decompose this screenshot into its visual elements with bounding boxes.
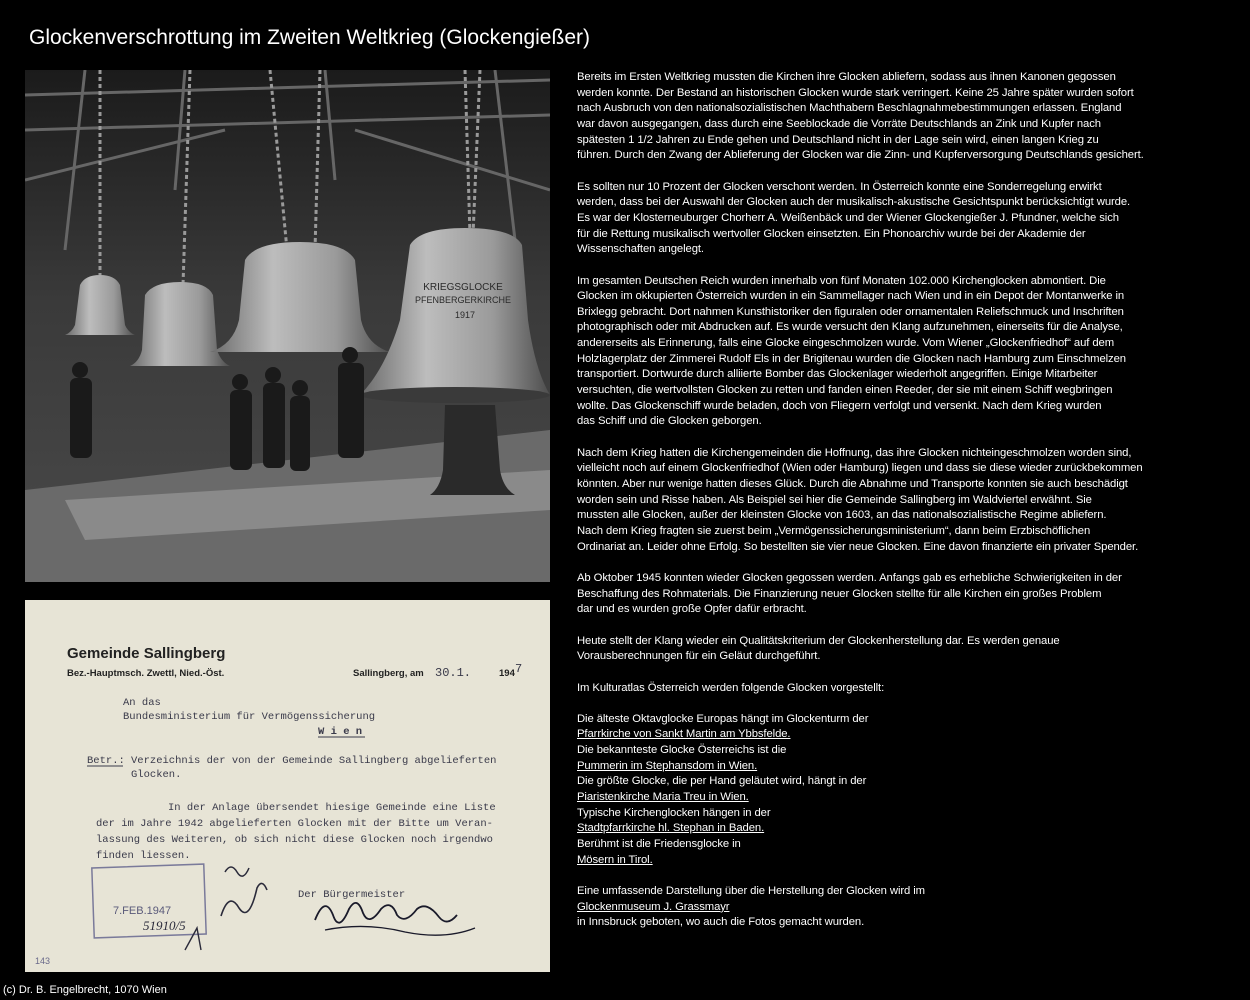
paragraph-line: Nach dem Krieg hatten die Kirchengemeinden die Hoffnung, das ihre Glocken nichteingeschmolzen worden sind, — [577, 446, 1132, 459]
link-stadtpfarrkirche-baden[interactable]: Stadtpfarrkirche hl. Stephan in Baden. — [577, 822, 765, 835]
link-piaristenkirche[interactable]: Piaristenkirche Maria Treu in Wien. — [577, 791, 749, 804]
letter-body-line-1: In der Anlage übersendet hiesige Gemeinde eine Liste — [168, 802, 496, 814]
paragraph-line: Es war der Klosterneuburger Chorherr A. Weißenbäck und der Wiener Glockengießer J. Pfundner, welche sich — [577, 211, 1119, 224]
paragraph-line: dar und es wurden große Opfer dafür erbracht. — [577, 603, 807, 616]
link-moesern[interactable]: Mösern in Tirol. — [577, 853, 653, 866]
paragraph-line: Holzlagerplatz der Zimmerei Rudolf Els in der Brigitenau wurden die Glocken nach Hamburg zum Einschmelzen — [577, 352, 1126, 365]
paragraph-line: spätesten 1 1/2 Jahren zu Ende gehen und Deutschland nicht in der Lage sein wird, einen langen Krieg zu — [577, 133, 1099, 146]
bell-inscription-line-2: PFENBERGERKIRCHE — [414, 295, 512, 305]
letter-body-line-2: der im Jahre 1942 abgelieferten Glocken mit der Bitte um Veran- — [96, 818, 493, 830]
letter-date-day: 30.1. — [435, 666, 472, 680]
paragraph-line: versuchten, die wertvollsten Glocken zu retten und fanden einen Reeder, der sie mit einem Schiff wegbringen — [577, 384, 1113, 397]
paragraph-line: Beschaffung des Rohmaterials. Die Finanzierung neuer Glocken stellte für alle Kirchen ein großes Problem — [577, 587, 1102, 600]
bell-inscription-line-1: KRIEGSGLOCKE — [423, 282, 503, 293]
letter-subject-line-2: Glocken. — [131, 769, 182, 781]
paragraph-line: Wissenschaften angelegt. — [577, 243, 704, 256]
paragraph-line: wollte. Das Glockenschiff wurde beladen, doch von Fliegern verfolgt und versenkt. Nach dem Krieg wurden — [577, 399, 1102, 412]
paragraph-line: war davon ausgegangen, dass durch eine Seeblockade die Vorräte Deutschlands an Zink und Kupfer nach — [577, 117, 1101, 130]
letter-subject-label: Betr.: — [87, 755, 125, 767]
paragraph-line: werden konnte. Der Bestand an historischen Glocken wurde stark verringert. Keine 25 Jahre später wurden sofort — [577, 86, 1134, 99]
letter-stamp-number: 51910/5 — [143, 918, 186, 933]
paragraph-line: mussten alle Glocken, außer der kleinsten Glocke von 1603, an das nationalsozialistische Regime abliefern. — [577, 509, 1107, 522]
paragraph-line: Brixlegg gebracht. Dort nahmen Kunsthistoriker den figuralen oder ornamentalen Reliefschmuck und Inschriften — [577, 305, 1124, 318]
paragraph-line: könnten. Aber nur wenige hatten dieses Glück. Durch die Abnahme und Transporte konnten sie auch beschädigt — [577, 478, 1128, 491]
paragraph-5 — [577, 571, 1217, 618]
paragraph-line: Heute stellt der Klang wieder ein Qualitätskriterium der Glockenherstellung dar. Es werden genaue — [577, 634, 1060, 647]
letter-stamp-date: 7.FEB.1947 — [113, 905, 172, 917]
paragraph-line: das Schiff und die Glocken geborgen. — [577, 415, 762, 428]
paragraph-line: Ordinariat an. Leider ohne Erfolg. So bestellten sie vier neue Glocken. Eine davon finanzierte ein privater Spender. — [577, 540, 1139, 553]
paragraph-2 — [577, 180, 1217, 258]
paragraph-line: Es sollten nur 10 Prozent der Glocken verschont werden. In Österreich konnte eine Sonderregelung erwirkt — [577, 180, 1102, 193]
letter-body-line-3: lassung des Weiteren, ob sich nicht diese Glocken noch irgendwo — [96, 834, 493, 846]
paragraph-line: transportiert. Dortwurde durch alliierte Bomber das Glockenlager wiederholt angegriffen. Einige Mitarbeiter — [577, 368, 1098, 381]
paragraph-line: nach Ausbruch von den nationalsozialistischen Machthabern Beschlagnahmebestimmungen erlassen. England — [577, 102, 1122, 115]
page-title: Glockenverschrottung im Zweiten Weltkrieg (Glockengießer) — [29, 26, 590, 49]
paragraph-line: werden, dass bei der Auswahl der Glocken auch der musikalisch-akustische Gesichtspunkt berücksichtigt wurde. — [577, 196, 1131, 209]
bell-intro: Die bekannteste Glocke Österreichs ist die — [577, 744, 787, 757]
paragraph-line: für die Rettung musikalisch wertvoller Glocken einsetzten. Ein Phonoarchiv wurde bei der Akademie der — [577, 227, 1086, 240]
bell-intro: Berühmt ist die Friedensglocke in — [577, 838, 741, 851]
bell-intro: Die größte Glocke, die per Hand geläutet wird, hängt in der — [577, 775, 867, 788]
letter-recipient-line-2: Bundesministerium für Vermögenssicherung — [123, 711, 376, 723]
link-pfarrkirche-sankt-martin[interactable]: Pfarrkirche von Sankt Martin am Ybbsfelde. — [577, 728, 791, 741]
letter-body-line-4: finden liessen. — [96, 850, 191, 862]
paragraph-line: Ab Oktober 1945 konnten wieder Glocken gegossen werden. Anfangs gab es erhebliche Schwierigkeiten in der — [577, 571, 1122, 584]
letter-subject-line-1: Verzeichnis der von der Gemeinde Sallingberg abgelieferten — [131, 755, 497, 767]
paragraph-6 — [577, 634, 1217, 665]
letter-page-number: 143 — [35, 956, 51, 966]
letter-date-year-digit: 7 — [515, 662, 523, 676]
paragraph-3 — [577, 274, 1217, 431]
letter-date-year: 194 — [499, 668, 515, 679]
copyright-footer: (c) Dr. B. Engelbrecht, 1070 Wien — [3, 984, 167, 996]
paragraph-line: Vorausberechnungen für ein Geläut durchgeführt. — [577, 650, 821, 663]
link-glockenmuseum[interactable]: Glockenmuseum J. Grassmayr — [577, 900, 730, 913]
paragraph-line: Bereits im Ersten Weltkrieg mussten die Kirchen ihre Glocken abliefern, sodass aus ihnen Kanonen gegossen — [577, 71, 1116, 83]
bell-list — [577, 712, 1217, 869]
bell-intro: Typische Kirchenglocken hängen in der — [577, 806, 771, 819]
closing-outro: in Innsbruck geboten, wo auch die Fotos gemacht wurden. — [577, 916, 865, 929]
letter-org-name: Gemeinde Sallingberg — [67, 645, 226, 662]
paragraph-line: vielleicht noch auf einem Glockenfriedhof (Wien oder Hamburg) liegen und dass sie diese wieder zurückbekommen — [577, 462, 1143, 475]
paragraph-line: Im gesamten Deutschen Reich wurden innerhalb von fünf Monaten 102.000 Kirchenglocken abmontiert. Die — [577, 274, 1106, 287]
closing-paragraph — [577, 884, 1217, 931]
article-text — [577, 70, 1217, 947]
sallingberg-letter — [25, 600, 550, 972]
paragraph-line: Glocken im okkupierten Österreich wurden in ein Sammellager nach Wien und in ein Depot der Montanwerke in — [577, 290, 1125, 303]
paragraph-line: andererseits als Erinnerung, falls eine Glocke eingeschmolzen wurde. Vom Wiener „Glockenfriedhof“ auf dem — [577, 337, 1115, 350]
closing-intro: Eine umfassende Darstellung über die Herstellung der Glocken wird im — [577, 885, 925, 897]
paragraph-line: Nach dem Krieg fragten sie zuerst beim „Vermögenssicherungsministerium“, dann beim Erzbischöflichen — [577, 524, 1091, 537]
letter-org-sub: Bez.-Hauptmsch. Zwettl, Nied.-Öst. — [67, 668, 225, 679]
paragraph-line: photographisch oder mit Abdrucken auf. Es wurde versucht den Klang aufzunehmen, einerseits für die Analyse, — [577, 321, 1123, 334]
paragraph-4 — [577, 446, 1217, 556]
bell-inscription-line-3: 1917 — [454, 310, 476, 320]
bells-photo — [25, 70, 550, 582]
letter-recipient-line-1: An das — [123, 697, 161, 709]
letter-recipient-line-3: W i e n — [318, 726, 363, 738]
paragraph-line: führen. Durch den Zwang der Ablieferung der Glocken war die Zinn- und Kupferversorgung Deutschlands gesichert. — [577, 149, 1144, 162]
bell-intro: Die älteste Oktavglocke Europas hängt im Glockenturm der — [577, 712, 869, 725]
link-pummerin[interactable]: Pummerin im Stephansdom in Wien. — [577, 759, 758, 772]
paragraph-line: worden sein und Risse haben. Als Beispiel sei hier die Gemeinde Sallingberg im Waldviertel erwähnt. Sie — [577, 493, 1092, 506]
paragraph-1 — [577, 70, 1217, 164]
letter-place-date-prefix: Sallingberg, am — [353, 668, 424, 679]
paragraph-7 — [577, 681, 1217, 697]
paragraph-line: Im Kulturatlas Österreich werden folgende Glocken vorgestellt: — [577, 681, 885, 694]
letter-signature-label: Der Bürgermeister — [298, 889, 406, 901]
